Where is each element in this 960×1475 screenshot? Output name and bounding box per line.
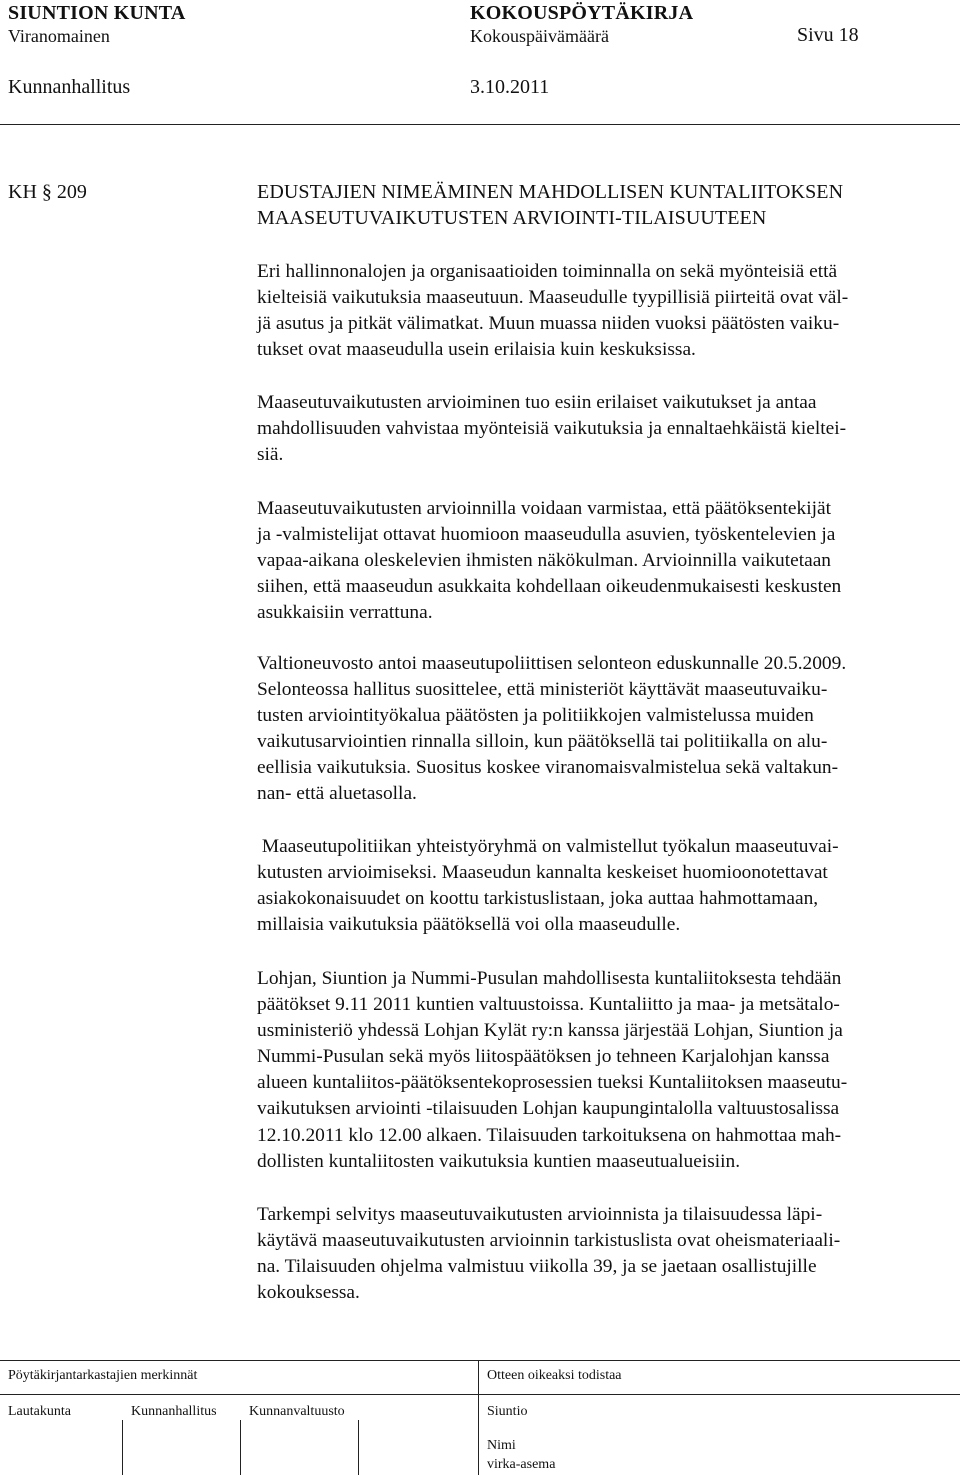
minutes-checkers-label: Pöytäkirjantarkastajien merkinnät [8,1368,198,1383]
certified-label: Otteen oikeaksi todistaa [487,1368,622,1383]
paragraph-line: tukset ovat maaseudulla usein erilaisia kuin keskuksissa. [257,339,696,361]
position-label: virka-asema [487,1457,556,1472]
paragraph [257,496,947,626]
authority-name: Kunnanhallitus [8,76,131,98]
paragraph [257,1202,947,1306]
paragraph-line: Valtioneuvosto antoi maaseutupoliittisen selonteon eduskunnalle 20.5.2009. [257,653,847,674]
column-council-label: Kunnanvaltuusto [249,1404,345,1419]
footer-top-rule [0,1360,960,1361]
paragraph-line: dollisten kuntaliitosten vaikutuksia kuntien maaseutualueisiin. [257,1150,741,1172]
paragraph-line: kutusten arvioimiseksi. Maaseudun kannalta keskeiset huomioonotettavat [257,862,828,884]
paragraph-line: Nummi-Pusulan sekä myös liitospäätöksen jo tehneen Karjalohjan kanssa [257,1046,830,1068]
paragraph-line: vapaa-aikana oleskelevien ihmisten näkökulman. Arvioinnilla vaikutetaan [257,550,831,572]
municipality-name: SIUNTION KUNTA [8,2,186,24]
paragraph-line: jä asutus ja pitkät välimatkat. Muun muassa niiden vuoksi päätösten vaiku- [257,313,840,335]
paragraph-line: Maaseutuvaikutusten arvioiminen tuo esiin erilaiset vaikutukset ja antaa [257,392,817,413]
paragraph-line: usministeriö yhdessä Lohjan Kylät ry:n kanssa järjestää Lohjan, Siuntion ja [257,1020,843,1042]
paragraph [257,834,947,938]
paragraph [257,966,947,1175]
paragraph-line: vaikutuksen arviointi -tilaisuuden Lohjan kaupungintalolla valtuustosalissa [257,1098,840,1120]
paragraph-line: Tarkempi selvitys maaseutuvaikutusten arvioinnista ja tilaisuudessa läpi- [257,1204,823,1225]
paragraph [257,390,947,468]
paragraph-line: Maaseutupolitiikan yhteistyöryhmä on valmistellut työkalun maaseutuvai- [257,836,839,857]
footer-column-line [122,1420,123,1475]
footer-divider [478,1360,479,1475]
paragraph-line: päätökset 9.11 2011 kuntien valtuustoissa. Kuntaliitto ja maa- ja metsätalo- [257,994,840,1016]
paragraph-line: vaikutusarviointien rinnalla silloin, kun päätöksellä tai politiikalla on alu- [257,731,828,753]
section-title-line-1: EDUSTAJIEN NIMEÄMINEN MAHDOLLISEN KUNTALIITOKSEN [257,181,844,203]
meeting-date-label: Kokouspäivämäärä [470,26,609,46]
paragraph-line: millaisia vaikutuksia päätöksellä voi olla maaseudulle. [257,914,681,936]
paragraph-line: kielteisiä vaikutuksia maaseutuun. Maaseudulle tyypillisiä piirteitä ovat väl- [257,287,849,309]
paragraph [257,651,947,808]
paragraph-line: Lohjan, Siuntion ja Nummi-Pusulan mahdollisesta kuntaliitoksesta tehdään [257,968,842,989]
paragraph-line: siihen, että maaseudun asukkaita kohdellaan oikeudenmukaisesti keskusten [257,576,842,598]
paragraph-line: asiakokonaisuudet on koottu tarkistuslistaan, joka auttaa hahmottamaan, [257,888,819,910]
column-municipal-board-label: Kunnanhallitus [131,1404,217,1419]
paragraph-line: kokouksessa. [257,1282,360,1304]
name-label: Nimi [487,1438,516,1453]
paragraph-line: ja -valmistelijat ottavat huomioon maaseudulla asuvien, työskentelevien ja [257,524,836,546]
paragraph-line: tusten arviointityökalua päätösten ja politiikkojen valmistelussa muiden [257,705,814,727]
paragraph-line: na. Tilaisuuden ohjelma valmistuu viikolla 39, ja se jaetaan osallistujille [257,1256,817,1278]
paragraph-line: käytävä maaseutuvaikutusten arvioinnin tarkistuslista ovat oheismateriaali- [257,1230,841,1252]
paragraph-line: Maaseutuvaikutusten arvioinnilla voidaan varmistaa, että päätöksentekijät [257,498,831,519]
paragraph [257,259,947,363]
paragraph-line: mahdollisuuden vahvistaa myönteisiä vaikutuksia ja ennaltaehkäistä kieltei- [257,418,847,440]
paragraph-line: nan- että aluetasolla. [257,783,417,805]
section-number: KH § 209 [8,181,87,203]
paragraph-line: eellisia vaikutuksia. Suositus koskee viranomaisvalmistelua sekä valtakun- [257,757,839,779]
paragraph-line: Selonteossa hallitus suosittelee, että ministeriöt käyttävät maaseutuvaiku- [257,679,828,701]
header-rule [0,124,960,125]
footer-mid-rule [0,1394,960,1395]
section-title-line-2: MAASEUTUVAIKUTUSTEN ARVIOINTI-TILAISUUTEEN [257,207,767,229]
paragraph-line: asukkaisiin verrattuna. [257,602,433,624]
document-type: KOKOUSPÖYTÄKIRJA [470,2,694,24]
place-label: Siuntio [487,1404,528,1419]
footer-column-line [358,1420,359,1475]
paragraph-line: Eri hallinnonalojen ja organisaatioiden toiminnalla on sekä myönteisiä että [257,261,838,282]
paragraph-line: alueen kuntaliitos-päätöksentekoprosessien tueksi Kuntaliitoksen maaseutu- [257,1072,848,1094]
page-number: Sivu 18 [797,24,859,46]
footer-column-line [240,1420,241,1475]
authority-label: Viranomainen [8,26,110,46]
paragraph-line: 12.10.2011 klo 12.00 alkaen. Tilaisuuden tarkoituksena on hahmottaa mah- [257,1124,842,1146]
meeting-date: 3.10.2011 [470,76,550,98]
paragraph-line: siä. [257,444,284,466]
column-board-label: Lautakunta [8,1404,71,1419]
